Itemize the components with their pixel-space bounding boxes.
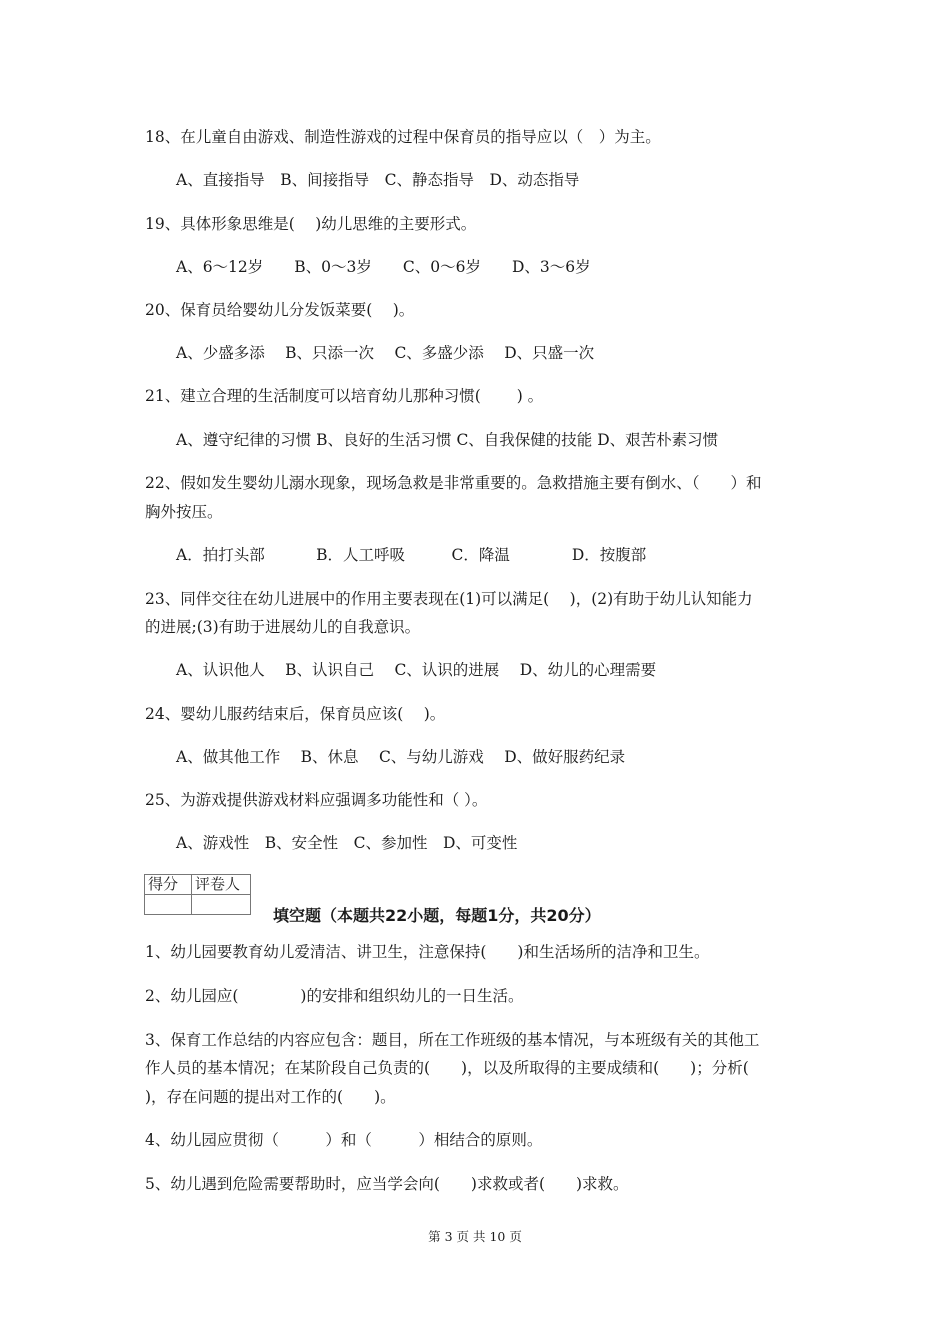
question-text: 19、具体形象思维是( )幼儿思维的主要形式。 bbox=[145, 215, 477, 233]
score-cell bbox=[145, 895, 192, 915]
question-options: A、遵守纪律的习惯 B、良好的生活习惯 C、自我保健的技能 D、艰苦朴素习惯 bbox=[176, 431, 719, 449]
question-text: 23、同伴交往在幼儿进展中的作用主要表现在(1)可以满足( )，(2)有助于幼儿认知能力 bbox=[145, 590, 753, 608]
question-options: A、少盛多添 B、只添一次 C、多盛少添 D、只盛一次 bbox=[176, 344, 595, 362]
fill-blank-item: 2、幼儿园应( )的安排和组织幼儿的一日生活。 bbox=[145, 987, 524, 1005]
fill-blank-item: 1、幼儿园要教育幼儿爱清洁、讲卫生，注意保持( )和生活场所的洁净和卫生。 bbox=[145, 943, 710, 961]
score-box bbox=[144, 874, 251, 915]
fill-blank-item-continued: 作人员的基本情况；在某阶段自己负责的( )，以及所取得的主要成绩和( )；分析( bbox=[145, 1059, 749, 1077]
fill-blank-item: 5、幼儿遇到危险需要帮助时，应当学会向( )求救或者( )求救。 bbox=[145, 1175, 629, 1193]
fill-blank-item: 4、幼儿园应贯彻（ ）和（ ）相结合的原则。 bbox=[145, 1131, 543, 1149]
fill-blank-item: 3、保育工作总结的内容应包含：题目，所在工作班级的基本情况，与本班级有关的其他工 bbox=[145, 1031, 760, 1049]
question-text: 25、为游戏提供游戏材料应强调多功能性和（ ）。 bbox=[145, 791, 488, 809]
page-footer: 第 3 页 共 10 页 bbox=[428, 1229, 522, 1244]
section-title: 填空题（本题共22小题，每题1分，共20分） bbox=[273, 906, 601, 925]
question-text-continued: 胸外按压。 bbox=[145, 503, 223, 521]
fill-blank-item-continued: )，存在问题的提出对工作的( )。 bbox=[145, 1088, 396, 1106]
question-options: A、做其他工作 B、休息 C、与幼儿游戏 D、做好服药纪录 bbox=[176, 748, 626, 766]
question-text: 20、保育员给婴幼儿分发饭菜要( )。 bbox=[145, 301, 415, 319]
question-text: 24、婴幼儿服药结束后，保育员应该( )。 bbox=[145, 705, 446, 723]
question-text: 21、建立合理的生活制度可以培育幼儿那种习惯( ) 。 bbox=[145, 387, 544, 405]
question-options: A、游戏性 B、安全性 C、参加性 D、可变性 bbox=[176, 834, 518, 852]
question-options: A、直接指导 B、间接指导 C、静态指导 D、动态指导 bbox=[176, 171, 580, 189]
score-label: 得分 bbox=[145, 875, 192, 895]
question-options: A、认识他人 B、认识自己 C、认识的进展 D、幼儿的心理需要 bbox=[176, 661, 657, 679]
question-text: 18、在儿童自由游戏、制造性游戏的过程中保育员的指导应以（ ）为主。 bbox=[145, 128, 661, 146]
grader-label: 评卷人 bbox=[192, 875, 251, 895]
question-options: A、6～12岁 B、0～3岁 C、0～6岁 D、3～6岁 bbox=[176, 258, 591, 276]
question-text: 22、假如发生婴幼儿溺水现象，现场急救是非常重要的。急救措施主要有倒水、（ ）和 bbox=[145, 474, 762, 492]
question-text-continued: 的进展;(3)有助于进展幼儿的自我意识。 bbox=[145, 618, 421, 636]
question-options: A．拍打头部 B．人工呼吸 C．降温 D．按腹部 bbox=[176, 546, 647, 564]
grader-cell bbox=[192, 895, 251, 915]
